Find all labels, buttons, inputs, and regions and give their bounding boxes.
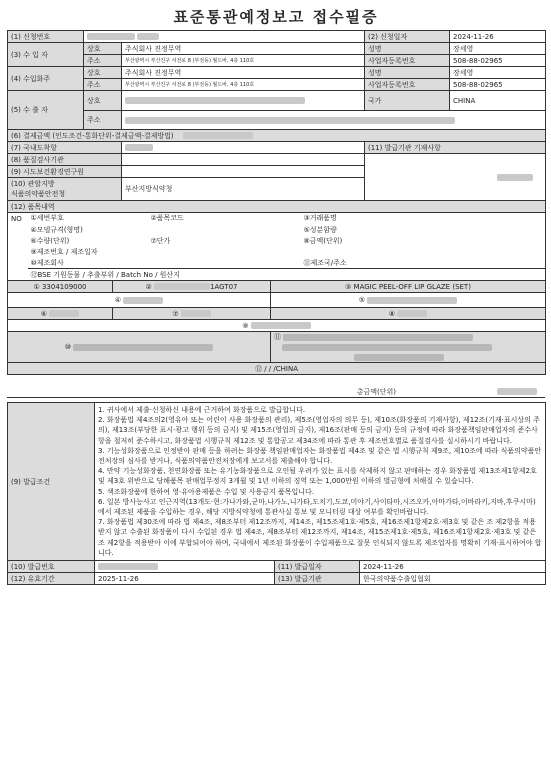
- item-origin-address: [271, 332, 546, 363]
- item-model-marker: ④: [114, 296, 122, 304]
- item-ingredients: [271, 293, 546, 308]
- header-table: [7, 30, 546, 213]
- item-code: [113, 281, 271, 293]
- label-exporter-country: 국가: [365, 91, 450, 111]
- label-regional-fda: (10) 관할지방 식품의약품안전청: [8, 178, 122, 201]
- legend-lot: ⑨제조번호 / 제조일자: [30, 247, 98, 256]
- label-application-number: (1) 신청번호: [8, 31, 84, 43]
- quality-inspection: [122, 154, 365, 166]
- item-model: [8, 293, 271, 308]
- total-amount: [402, 386, 545, 398]
- legend-hs: ①세번부호: [30, 214, 64, 223]
- legend-unit-price: ⑦단가: [150, 236, 171, 245]
- label-importer-name: 성명: [365, 43, 450, 55]
- label-exporter-address: 주소: [84, 111, 122, 130]
- label-owner: (4) 수입화주: [8, 67, 84, 91]
- row-application: [8, 31, 546, 43]
- importer-name: 장세영: [450, 43, 546, 55]
- legend-name: ③거래품명: [301, 213, 546, 225]
- health-institute: [122, 166, 365, 178]
- label-importer-reg: 사업자등록번호: [365, 55, 450, 67]
- label-health-institute: (9) 시도보건환경연구원: [8, 166, 122, 178]
- importer-reg-number: 508-88-02965: [450, 55, 546, 67]
- label-owner-address: 주소: [84, 79, 122, 91]
- label-owner-company: 상호: [84, 67, 122, 79]
- label-issue-number: (10) 발급번호: [8, 561, 95, 573]
- item-lot-marker: ⑨: [242, 321, 249, 330]
- importer-company: 주식회사 진정무역: [122, 43, 365, 55]
- conditions-text: [95, 403, 546, 561]
- item-table: [7, 280, 546, 375]
- application-date: 2024-11-26: [450, 31, 546, 43]
- payment-amount-row: [8, 130, 546, 142]
- arrival-port: [122, 142, 365, 154]
- label-conditions: (9) 발급조건: [8, 403, 95, 561]
- condition-item: 1. 귀사에서 제출·신청하신 내용에 근거하여 화장품으로 발급합니다.: [98, 406, 306, 414]
- item-hs-code: ① 3304109000: [8, 281, 113, 293]
- item-name: ③ MAGIC PEEL-OFF LIP GLAZE (SET): [271, 281, 546, 293]
- condition-item: 2. 화장품법 제4조의2(영유아 또는 어린이 사용 화장품의 관리), 제5조(영업자의 의무 등), 제10조(화장품의 기재사항), 제12조(기재·표시상의 주의), 제13조(부당한 표시·광고 행위 등의 금지) 및 제15조(영업의 금지), 제16조(판매 등의 금지) 등의 규정에 따라 화장품책임판매업자의 준수사항을 철저히 준수하시고, 화장품법 시행규칙 제12조 및 통합공고 제34조에 따라 통관 후 제조번호별로 품질검사를 실시하시기 바랍니다.: [98, 416, 540, 445]
- condition-item: 6. 일본 방사능사고 인근지역(13개도·현:가나가와,군마,나가노,니가타,도치기,도쿄,미야기,사이타마,시즈오카,아마가타,이바라키,지바,후쿠시마)에서 제조된 제품을 수입하는 경우, 해당 지방식약청에 통관사실 통보 및 모니터링 대상 여부를 확인바랍니다.: [98, 497, 536, 517]
- label-quality-inspection: (8) 품질검사기관: [8, 154, 122, 166]
- issuing-org: 한국의약품수출입협회: [360, 573, 546, 585]
- valid-until: 2025-11-26: [95, 573, 275, 585]
- legend-no: NO: [8, 213, 28, 225]
- regional-fda: 부산지방식약청: [122, 178, 365, 201]
- label-valid-until: (12) 유효기간: [8, 573, 95, 585]
- issue-date: 2024-11-26: [360, 561, 546, 573]
- label-owner-name: 성명: [365, 67, 450, 79]
- page-title: 표준통관예정보고 접수필증: [173, 8, 379, 26]
- item-amount-marker: ⑧: [388, 309, 396, 318]
- label-payment: (6) 결제금액 (인도조건-통화단위-결제금액-결제방법): [11, 131, 174, 140]
- item-code-marker: ②: [145, 282, 152, 291]
- item-quantity: [8, 308, 113, 320]
- owner-name: 장세영: [450, 67, 546, 79]
- total-table: [7, 386, 545, 398]
- item-bse: ⑫ / / /CHINA: [8, 363, 546, 375]
- certificate-document: [7, 4, 545, 585]
- label-item-details: (12) 품목내역: [8, 201, 546, 213]
- item-code-value: 1AGT07: [210, 282, 238, 291]
- label-exporter-company: 상호: [84, 91, 122, 111]
- label-exporter: (5) 수 출 자: [8, 91, 84, 130]
- owner-address: 부산광역시 부산진구 서전로 8 (부전동) 월드바, 4층 110호: [122, 79, 365, 91]
- label-issuer-notes: (11) 발급기관 기재사항: [365, 142, 546, 154]
- label-issuing-org: (13) 발급기관: [275, 573, 360, 585]
- legend-code: ②품목코드: [150, 214, 184, 223]
- issuer-notes: [365, 154, 546, 201]
- item-ingredients-marker: ⑤: [358, 296, 366, 304]
- owner-reg-number: 508-88-02965: [450, 79, 546, 91]
- item-manufacturer-marker: ⑩: [64, 343, 72, 351]
- conditions-table: [7, 402, 546, 561]
- issue-number: [95, 561, 275, 573]
- legend-manufacturer: ⑩제조회사: [30, 258, 64, 267]
- label-owner-reg: 사업자등록번호: [365, 79, 450, 91]
- label-application-date: (2) 신청일자: [365, 31, 450, 43]
- label-importer-company: 상호: [84, 43, 122, 55]
- item-manufacturer: [8, 332, 271, 363]
- condition-item: 7. 화장품법 제30조에 따라 법 제4조, 제8조부터 제12조까지, 제14조, 제15조제1호·제5호, 제16조제1항제2호·제3호 및 같은 조 제2항을 적용받지 않고 수출된 화장품이 다시 수입된 경우 법 제4조, 제8조부터 제12조까지, 제14조, 제15조제1호·제5호, 제16조제1항제2호·제3호 및 같은 조 제2항을 적용받아 이에 부합되어야 하며, 국내에서 제조된 화장품이 수입제품으로 잘못 인식되지 않도록 제조업자를 명확히 기재·표시하여야 합니다.: [98, 518, 542, 557]
- item-unit-price: [113, 308, 271, 320]
- label-importer-address: 주소: [84, 55, 122, 67]
- condition-item: 5. 색조화장품에 한하여 영·유아용제품은 수입 및 사용금지 품목입니다.: [98, 487, 315, 496]
- legend-origin-address: ⑪제조국/주소: [301, 257, 546, 269]
- exporter-address: [122, 111, 546, 130]
- exporter-company: [122, 91, 365, 111]
- item-legend: [7, 212, 546, 281]
- application-number: [84, 31, 365, 43]
- legend-model: ④모델규격(형명): [30, 225, 83, 234]
- item-lot: [8, 320, 546, 332]
- item-quantity-marker: ⑥: [40, 309, 48, 318]
- legend-amount: ⑧금액(단위): [301, 235, 546, 246]
- item-origin-marker: ⑪: [274, 333, 281, 341]
- label-issue-date: (11) 발급일자: [275, 561, 360, 573]
- importer-address: 부산광역시 부산진구 서전로 8 (부전동) 월드바, 4층 110호: [122, 55, 365, 67]
- legend-ingredients: ⑤성분함량: [301, 224, 546, 235]
- item-price-marker: ⑦: [172, 309, 179, 318]
- condition-item: 4. 만약 기능성화장품, 천연화장품 또는 유기농화장품으로 오인될 우려가 있는 표시를 삭제하지 않고 판매하는 경우 화장품법 제13조제1항제2호 및 제3호 위반으로 당해품목 판매업무정지 3개월 및 1년 이하의 징역 또는 1,000만원 이하의 벌금형에 처해질 수 있습니다.: [98, 467, 537, 486]
- label-importer: (3) 수 입 자: [8, 43, 84, 67]
- exporter-country: CHINA: [450, 91, 546, 111]
- owner-company: 주식회사 진정무역: [122, 67, 365, 79]
- item-amount: [271, 308, 546, 320]
- legend-qty: ⑥수량(단위): [30, 236, 70, 245]
- legend-bse: ⑫BSE 기원동물 / 추출부위 / Batch No / 원산지: [28, 269, 301, 281]
- label-total: 총금액(단위): [7, 386, 402, 398]
- label-arrival-port: (7) 국내도착항: [8, 142, 122, 154]
- issue-table: [7, 560, 546, 585]
- condition-item: 3. 기능성화장품으로 인정받아 판매 등을 하려는 화장품 책임판매업자는 화장품법 제4조 및 같은 법 시행규칙 제9조, 제10조에 따라 식품의약품안전처장의 심사를 받거나, 식품의약품안전처장에게 보고서를 제출해야 합니다.: [98, 446, 542, 466]
